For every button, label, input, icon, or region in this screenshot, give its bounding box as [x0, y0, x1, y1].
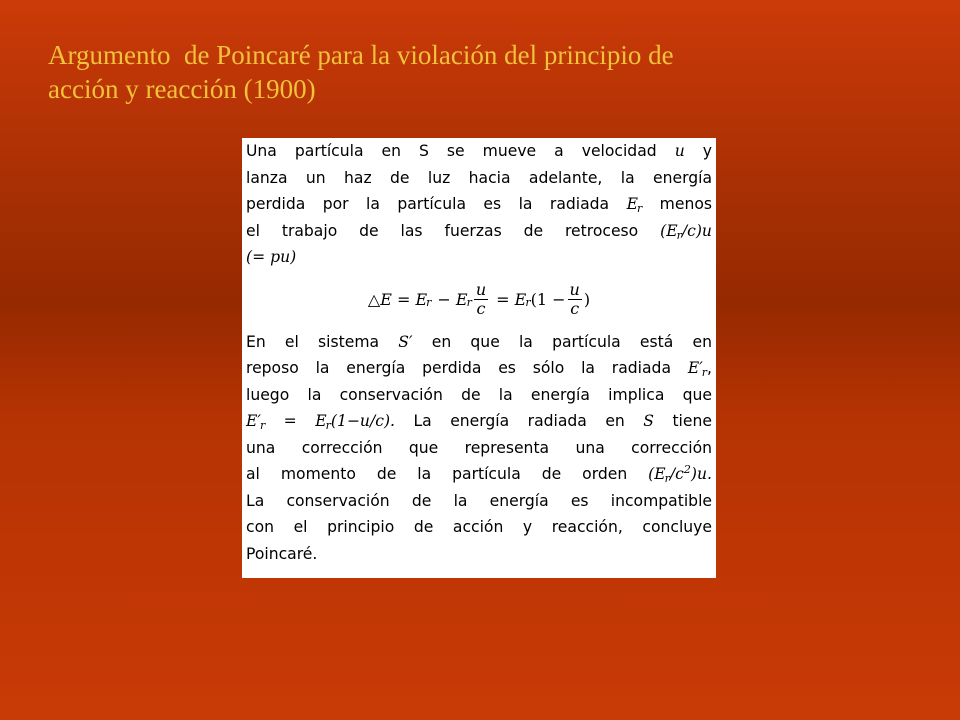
text-line [246, 408, 712, 435]
title-line-2: acción y reacción (1900) [48, 74, 316, 104]
math-relation: E′r = Er(1−u/c). [246, 412, 396, 432]
text-line [246, 355, 712, 382]
text-box [242, 138, 716, 578]
text-line: Poincaré. [246, 544, 318, 563]
math-recoil: (Er/c)u [660, 221, 712, 242]
text-fragment: En el sistema [246, 332, 380, 351]
math-fragment: − E [437, 290, 468, 309]
math-sub: r [525, 296, 531, 309]
text-line [246, 191, 712, 218]
math-fragment: △E = E [367, 290, 428, 309]
text-fragment: Una partícula en S se mueve a velocidad [246, 142, 657, 160]
slide-title [48, 38, 928, 106]
math-fragment: ) [583, 290, 591, 309]
math-S: S [643, 412, 654, 430]
math-fragment: = E [496, 290, 527, 309]
math-Erprime: E′r [687, 359, 708, 379]
text-line: (= pu) [246, 248, 297, 266]
fraction-u-c: $\frac{u}{c}$ [569, 280, 580, 318]
text-fragment: al momento de la partícula de orden [246, 465, 628, 483]
math-u: u [674, 142, 685, 160]
text-line [246, 329, 712, 356]
text-fragment: menos [659, 195, 712, 213]
text-fragment: tiene [672, 412, 712, 430]
text-fragment: el trabajo de las fuerzas de retroceso [246, 221, 639, 240]
energy-equation [246, 271, 712, 329]
text-fragment: y [702, 142, 712, 160]
text-fragment: La energía radiada en [413, 412, 625, 430]
text-line: luego la conservación de la energía implica que [246, 385, 712, 404]
math-Er: Er [626, 195, 643, 215]
text-line: con el principio de acción y reacción, concluye [246, 518, 712, 536]
math-Sprime: S′ [398, 332, 413, 351]
text-line [246, 461, 712, 488]
text-fragment: reposo la energía perdida es sólo la radiada [246, 359, 671, 377]
text-fragment: perdida por la partícula es la radiada [246, 195, 610, 213]
text-line: una corrección que representa una corrección [246, 438, 712, 457]
text-line: lanza un haz de luz hacia adelante, la energía [246, 168, 712, 187]
math-sub: r [466, 296, 472, 309]
math-sub: r [426, 296, 432, 309]
title-line-1: Argumento de Poincaré para la violación del principio de [48, 40, 674, 70]
math-fragment: (1 − [530, 290, 566, 309]
fraction-u-c: $\frac{u}{c}$ [475, 280, 487, 318]
text-fragment: en que la partícula está en [431, 332, 712, 351]
text-line [246, 138, 712, 165]
text-line [246, 218, 712, 245]
math-order: $(Er/c^2)u$. [648, 463, 712, 485]
text-line: La conservación de la energía es incompatible [246, 491, 712, 510]
text-fragment: , [707, 359, 712, 377]
